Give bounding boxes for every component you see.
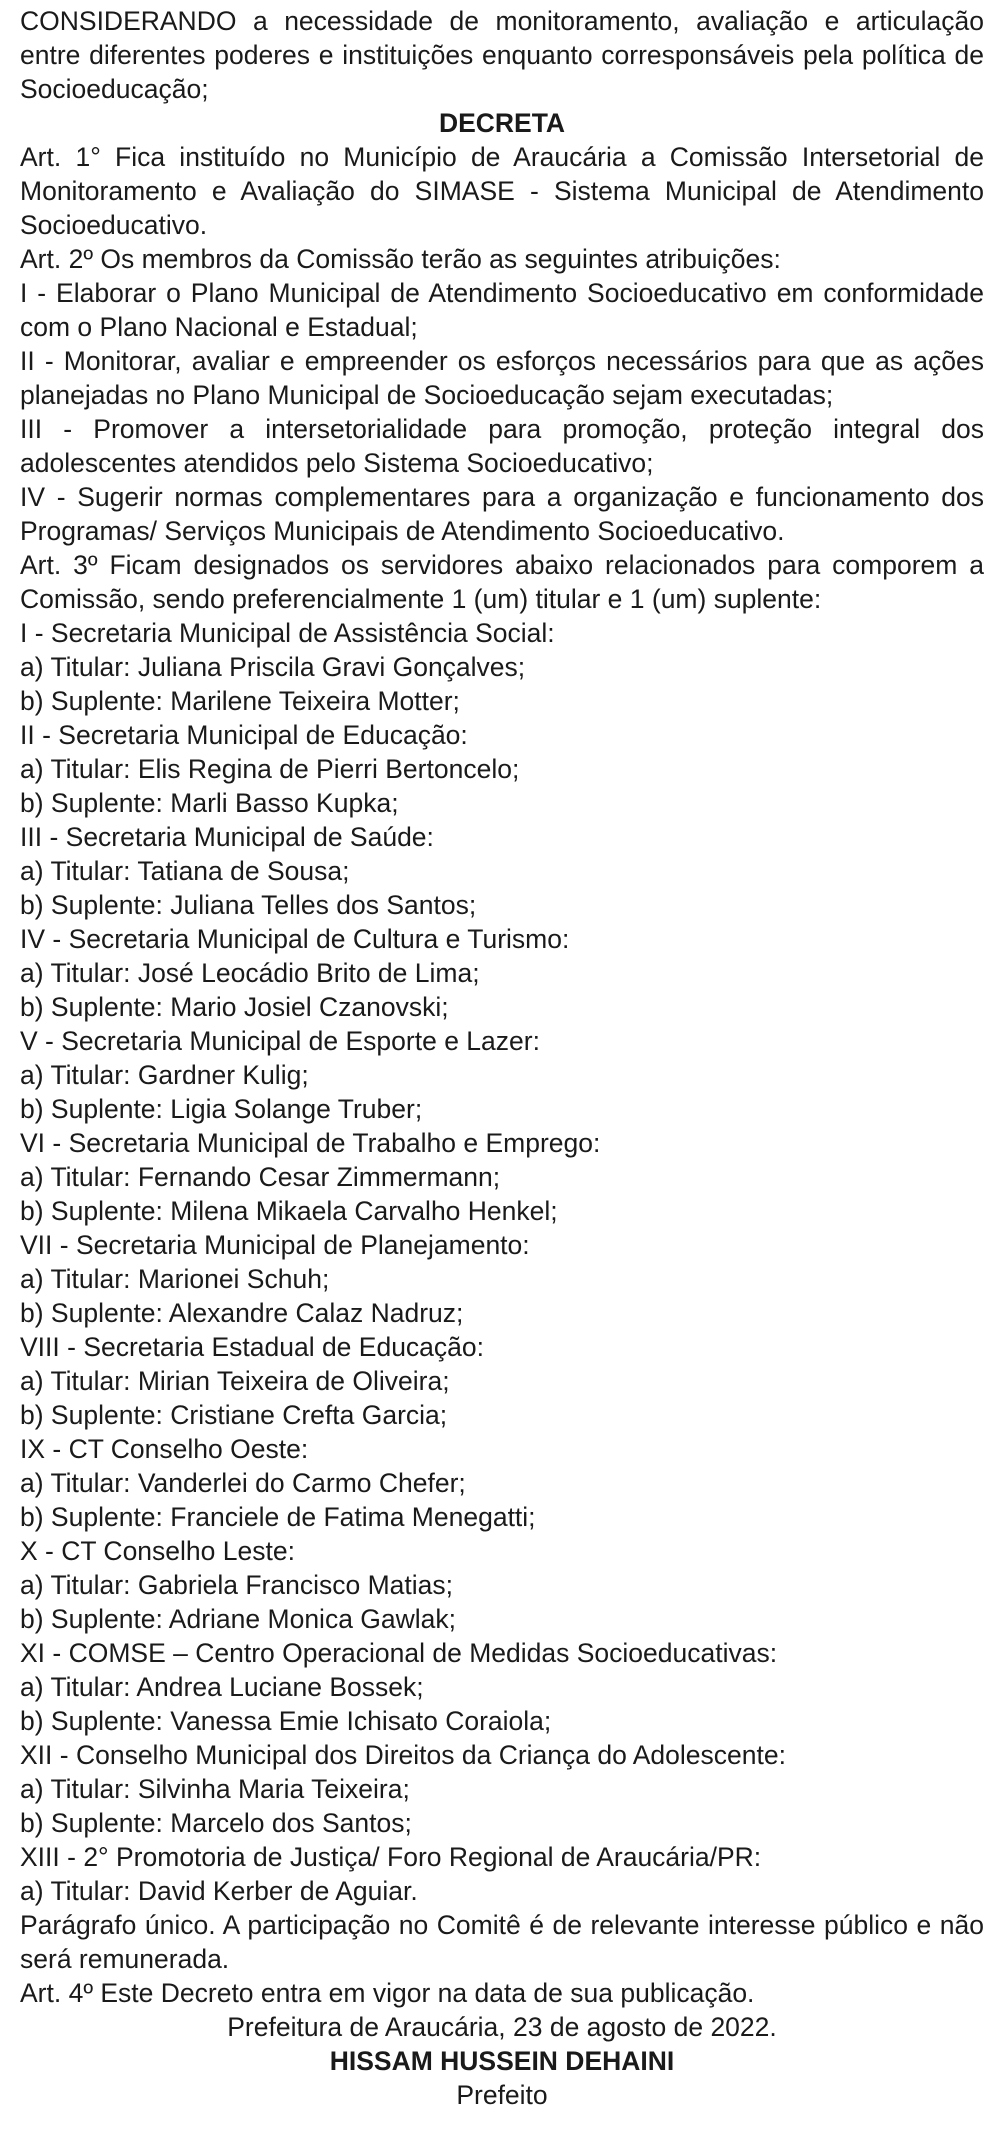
member-line: XII - Conselho Municipal dos Direitos da Criança do Adolescente: <box>20 1740 786 1770</box>
member-line: a) Titular: José Leocádio Brito de Lima; <box>20 958 480 988</box>
signatory-title: Prefeito <box>456 2080 548 2110</box>
member-line: b) Suplente: Milena Mikaela Carvalho Henkel; <box>20 1196 558 1226</box>
member-line: a) Titular: Marionei Schuh; <box>20 1264 330 1294</box>
member-line: b) Suplente: Vanessa Emie Ichisato Coraiola; <box>20 1706 552 1736</box>
decreta-heading: DECRETA <box>438 108 566 138</box>
member-line: XIII - 2° Promotoria de Justiça/ Foro Regional de Araucária/PR: <box>20 1842 762 1872</box>
place-date: Prefeitura de Araucária, 23 de agosto de 2022. <box>227 2012 777 2042</box>
article-2: Art. 2º Os membros da Comissão terão as seguintes atribuições: <box>20 244 781 274</box>
member-line: I - Secretaria Municipal de Assistência Social: <box>20 618 555 648</box>
member-line: b) Suplente: Marcelo dos Santos; <box>20 1808 412 1838</box>
member-line: a) Titular: Gabriela Francisco Matias; <box>20 1570 453 1600</box>
member-line: b) Suplente: Marli Basso Kupka; <box>20 788 399 818</box>
member-line: a) Titular: Vanderlei do Carmo Chefer; <box>20 1468 466 1498</box>
member-line: IV - Secretaria Municipal de Cultura e Turismo: <box>20 924 570 954</box>
article-4: Art. 4º Este Decreto entra em vigor na data de sua publicação. <box>20 1978 755 2008</box>
members-list <box>20 616 984 1908</box>
article-2-inciso-4: IV - Sugerir normas complementares para a organização e funcionamento dos Programas/ Serviços Municipais de Atendimento Socioeducativo. <box>20 482 984 546</box>
member-line: a) Titular: David Kerber de Aguiar. <box>20 1876 418 1906</box>
member-line: a) Titular: Fernando Cesar Zimmermann; <box>20 1162 501 1192</box>
article-1: Art. 1° Fica instituído no Município de Araucária a Comissão Intersetorial de Monitoramento e Avaliação do SIMASE - Sistema Municipal de Atendimento Socioeducativo. <box>20 142 984 240</box>
member-line: a) Titular: Andrea Luciane Bossek; <box>20 1672 424 1702</box>
member-line: b) Suplente: Franciele de Fatima Menegatti; <box>20 1502 536 1532</box>
member-line: b) Suplente: Alexandre Calaz Nadruz; <box>20 1298 464 1328</box>
member-line: b) Suplente: Ligia Solange Truber; <box>20 1094 423 1124</box>
member-line: VII - Secretaria Municipal de Planejamento: <box>20 1230 530 1260</box>
member-line: VIII - Secretaria Estadual de Educação: <box>20 1332 485 1362</box>
member-line: b) Suplente: Adriane Monica Gawlak; <box>20 1604 457 1634</box>
member-line: VI - Secretaria Municipal de Trabalho e Emprego: <box>20 1128 601 1158</box>
paragrafo-unico: Parágrafo único. A participação no Comitê é de relevante interesse público e não será remunerada. <box>20 1910 984 1974</box>
member-line: a) Titular: Elis Regina de Pierri Bertoncelo; <box>20 754 520 784</box>
considerando-paragraph: CONSIDERANDO a necessidade de monitoramento, avaliação e articulação entre diferentes poderes e instituições enquanto corresponsáveis pela política de Socioeducação; <box>20 6 984 104</box>
member-line: III - Secretaria Municipal de Saúde: <box>20 822 434 852</box>
member-line: II - Secretaria Municipal de Educação: <box>20 720 468 750</box>
member-line: V - Secretaria Municipal de Esporte e Lazer: <box>20 1026 540 1056</box>
member-line: a) Titular: Juliana Priscila Gravi Gonçalves; <box>20 652 526 682</box>
article-3: Art. 3º Ficam designados os servidores abaixo relacionados para comporem a Comissão, sendo preferencialmente 1 (um) titular e 1 (um) suplente: <box>20 550 984 614</box>
article-2-inciso-1: I - Elaborar o Plano Municipal de Atendimento Socioeducativo em conformidade com o Plano Nacional e Estadual; <box>20 278 984 342</box>
member-line: a) Titular: Tatiana de Sousa; <box>20 856 350 886</box>
member-line: b) Suplente: Juliana Telles dos Santos; <box>20 890 477 920</box>
member-line: XI - COMSE – Centro Operacional de Medidas Socioeducativas: <box>20 1638 778 1668</box>
member-line: b) Suplente: Cristiane Crefta Garcia; <box>20 1400 448 1430</box>
member-line: IX - CT Conselho Oeste: <box>20 1434 309 1464</box>
member-line: a) Titular: Silvinha Maria Teixeira; <box>20 1774 410 1804</box>
article-2-inciso-3: III - Promover a intersetorialidade para promoção, proteção integral dos adolescentes atendidos pelo Sistema Socioeducativo; <box>20 414 984 478</box>
signatory-name: HISSAM HUSSEIN DEHAINI <box>329 2046 675 2076</box>
article-2-inciso-2: II - Monitorar, avaliar e empreender os esforços necessários para que as ações planejadas no Plano Municipal de Socioeducação sejam executadas; <box>20 346 984 410</box>
member-line: a) Titular: Mirian Teixeira de Oliveira; <box>20 1366 450 1396</box>
member-line: X - CT Conselho Leste: <box>20 1536 295 1566</box>
member-line: a) Titular: Gardner Kulig; <box>20 1060 309 1090</box>
member-line: b) Suplente: Mario Josiel Czanovski; <box>20 992 449 1022</box>
member-line: b) Suplente: Marilene Teixeira Motter; <box>20 686 460 716</box>
